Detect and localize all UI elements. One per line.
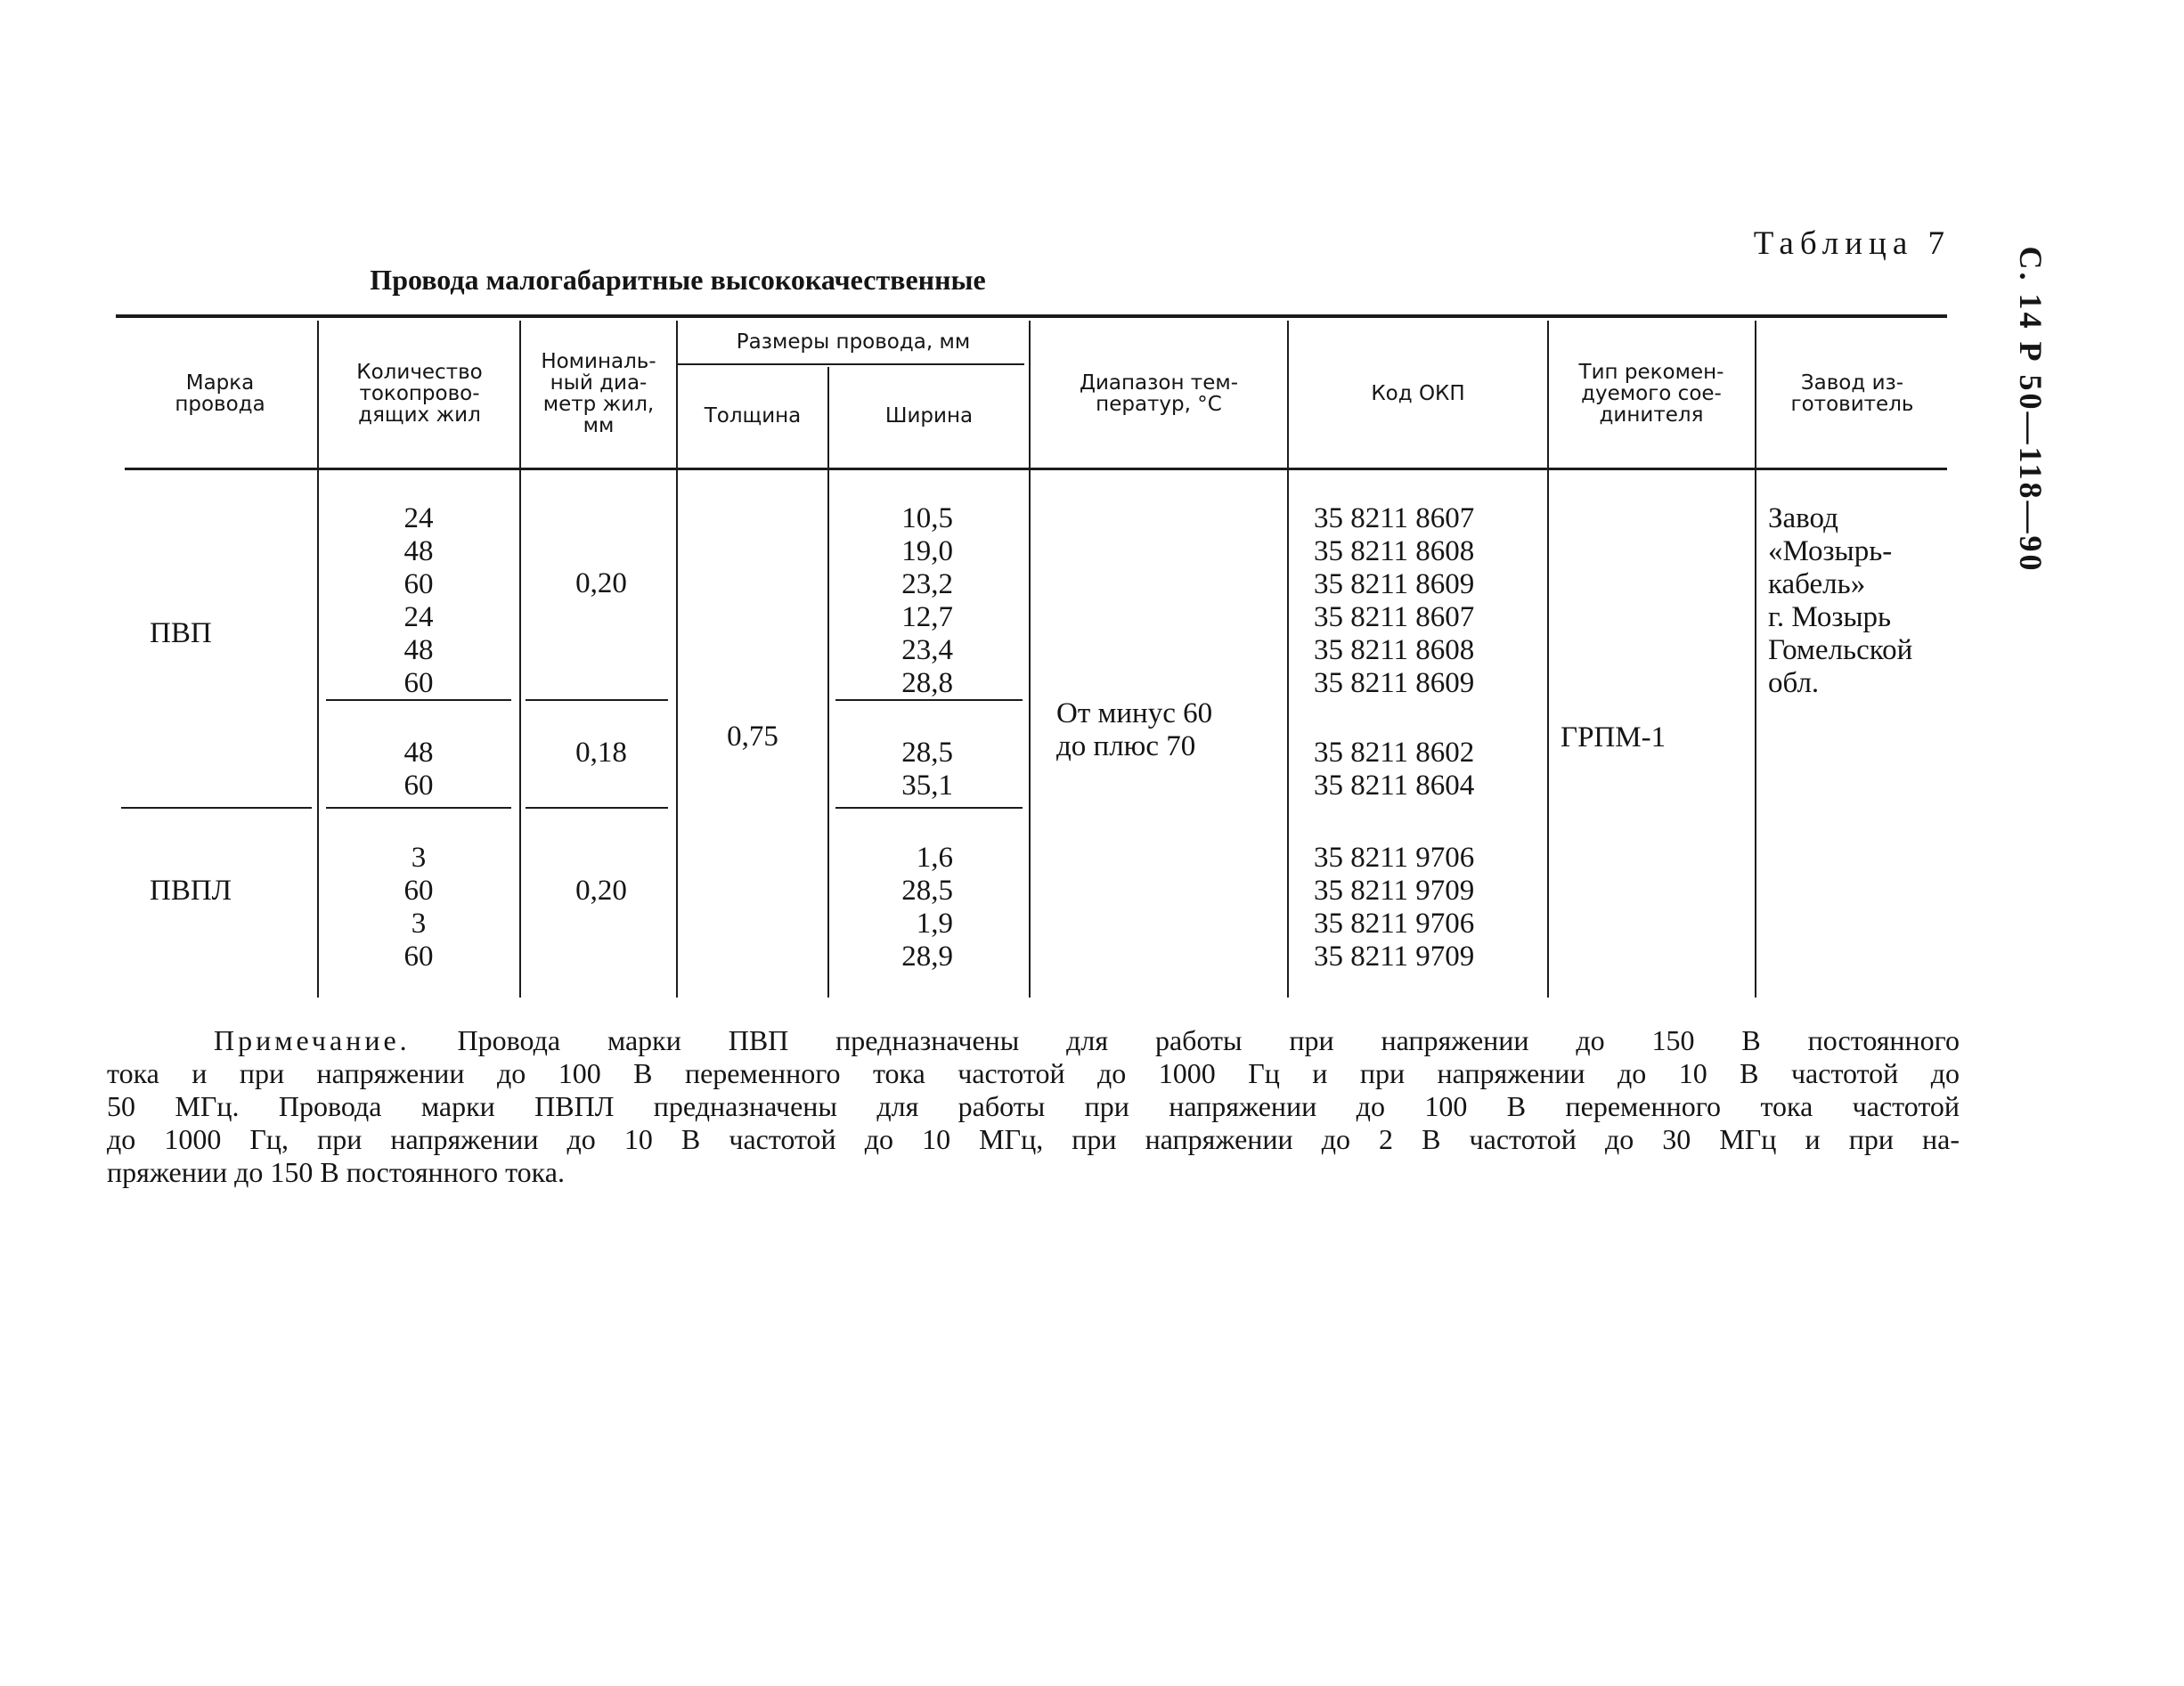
header-okp-code: Код ОКП bbox=[1371, 382, 1465, 405]
diameter-group-3: 0,20 bbox=[575, 875, 627, 907]
table-note bbox=[107, 1024, 1960, 1189]
diameter-group-1: 0,20 bbox=[575, 567, 627, 599]
col-rule-8 bbox=[1755, 321, 1756, 998]
note-line-4: до 1000 Гц, при напряжении до 10 В частотой до 10 МГц, при напряжении до 2 В частотой до 30 МГц и при на- bbox=[107, 1123, 1960, 1155]
brand-pvpl: ПВПЛ bbox=[150, 875, 232, 907]
col-rule-1 bbox=[317, 321, 319, 998]
okp-group-2: 35 8211 8602 35 8211 8604 bbox=[1314, 737, 1475, 802]
cores-group-3: 3 60 3 60 bbox=[403, 842, 434, 973]
table-title: Провода малогабаритные высококачественные bbox=[370, 264, 986, 296]
header-connector: Тип рекомен- дуемого сое- динителя bbox=[1578, 361, 1724, 427]
note-line-2: тока и при напряжении до 100 В переменного тока частотой до 1000 Гц и при напряжении до 10 В частотой до bbox=[107, 1057, 1960, 1089]
cores-group-1: 24 48 60 24 48 60 bbox=[403, 502, 434, 699]
col-rule-5 bbox=[1029, 321, 1031, 998]
header-brand: Марка провода bbox=[175, 371, 265, 416]
note-label: Примечание. bbox=[214, 1024, 411, 1056]
col-rule-4 bbox=[827, 367, 829, 998]
note-line-3: 50 МГц. Провода марки ПВПЛ предназначены для работы при напряжении до 100 В переменного тока частотой bbox=[107, 1090, 1960, 1122]
width-group-3: 1,6 28,5 1,9 28,9 bbox=[901, 842, 953, 973]
width-group-2: 28,5 35,1 bbox=[901, 737, 953, 802]
connector-type: ГРПМ-1 bbox=[1561, 721, 1667, 753]
page-identifier: С. 14 Р 50—118—90 bbox=[2013, 246, 2049, 574]
header-temperature: Диапазон тем- ператур, °С bbox=[1080, 371, 1238, 416]
col-rule-3 bbox=[676, 321, 678, 998]
table-number: Таблица 7 bbox=[1753, 225, 1951, 262]
note-line-1: Примечание. Провода марки ПВП предназначены для работы при напряжении до 150 В постоянного bbox=[214, 1024, 1960, 1056]
col-rule-6 bbox=[1287, 321, 1289, 998]
header-manufacturer: Завод из- готовитель bbox=[1790, 371, 1914, 416]
dims-header-rule bbox=[677, 363, 1024, 365]
table-top-rule bbox=[116, 314, 1947, 318]
thickness-value: 0,75 bbox=[727, 721, 778, 753]
header-width: Ширина bbox=[884, 404, 974, 428]
note-line-5: пряжении до 150 В постоянного тока. bbox=[107, 1156, 565, 1188]
group-rule-2-diameter bbox=[526, 807, 668, 809]
group-rule-1-diameter bbox=[526, 699, 668, 701]
col-rule-2 bbox=[519, 321, 521, 998]
brand-pvp: ПВП bbox=[150, 617, 212, 649]
okp-group-3: 35 8211 9706 35 8211 9709 35 8211 9706 35 8211 9709 bbox=[1314, 842, 1475, 973]
manufacturer: Завод «Мозырь- кабель» г. Мозырь Гомельской обл. bbox=[1768, 502, 1913, 699]
header-diameter: Номиналь- ный диа- метр жил, мм bbox=[541, 350, 656, 437]
header-bottom-rule bbox=[125, 468, 1947, 470]
cores-group-2: 48 60 bbox=[403, 737, 434, 802]
header-thickness: Толщина bbox=[704, 404, 802, 428]
temperature-range: От минус 60 до плюс 70 bbox=[1056, 697, 1213, 762]
okp-group-1: 35 8211 8607 35 8211 8608 35 8211 8609 35 8211 8607 35 8211 8608 35 8211 8609 bbox=[1314, 502, 1475, 699]
group-rule-2-width bbox=[835, 807, 1023, 809]
header-cores: Количество токопрово- дящих жил bbox=[356, 361, 483, 427]
header-dimensions: Размеры провода, мм bbox=[736, 330, 971, 354]
width-group-1: 10,5 19,0 23,2 12,7 23,4 28,8 bbox=[901, 502, 953, 699]
diameter-group-2: 0,18 bbox=[575, 737, 627, 769]
col-rule-7 bbox=[1547, 321, 1549, 998]
group-rule-2-cores bbox=[326, 807, 511, 809]
group-rule-2-brand bbox=[121, 807, 312, 809]
